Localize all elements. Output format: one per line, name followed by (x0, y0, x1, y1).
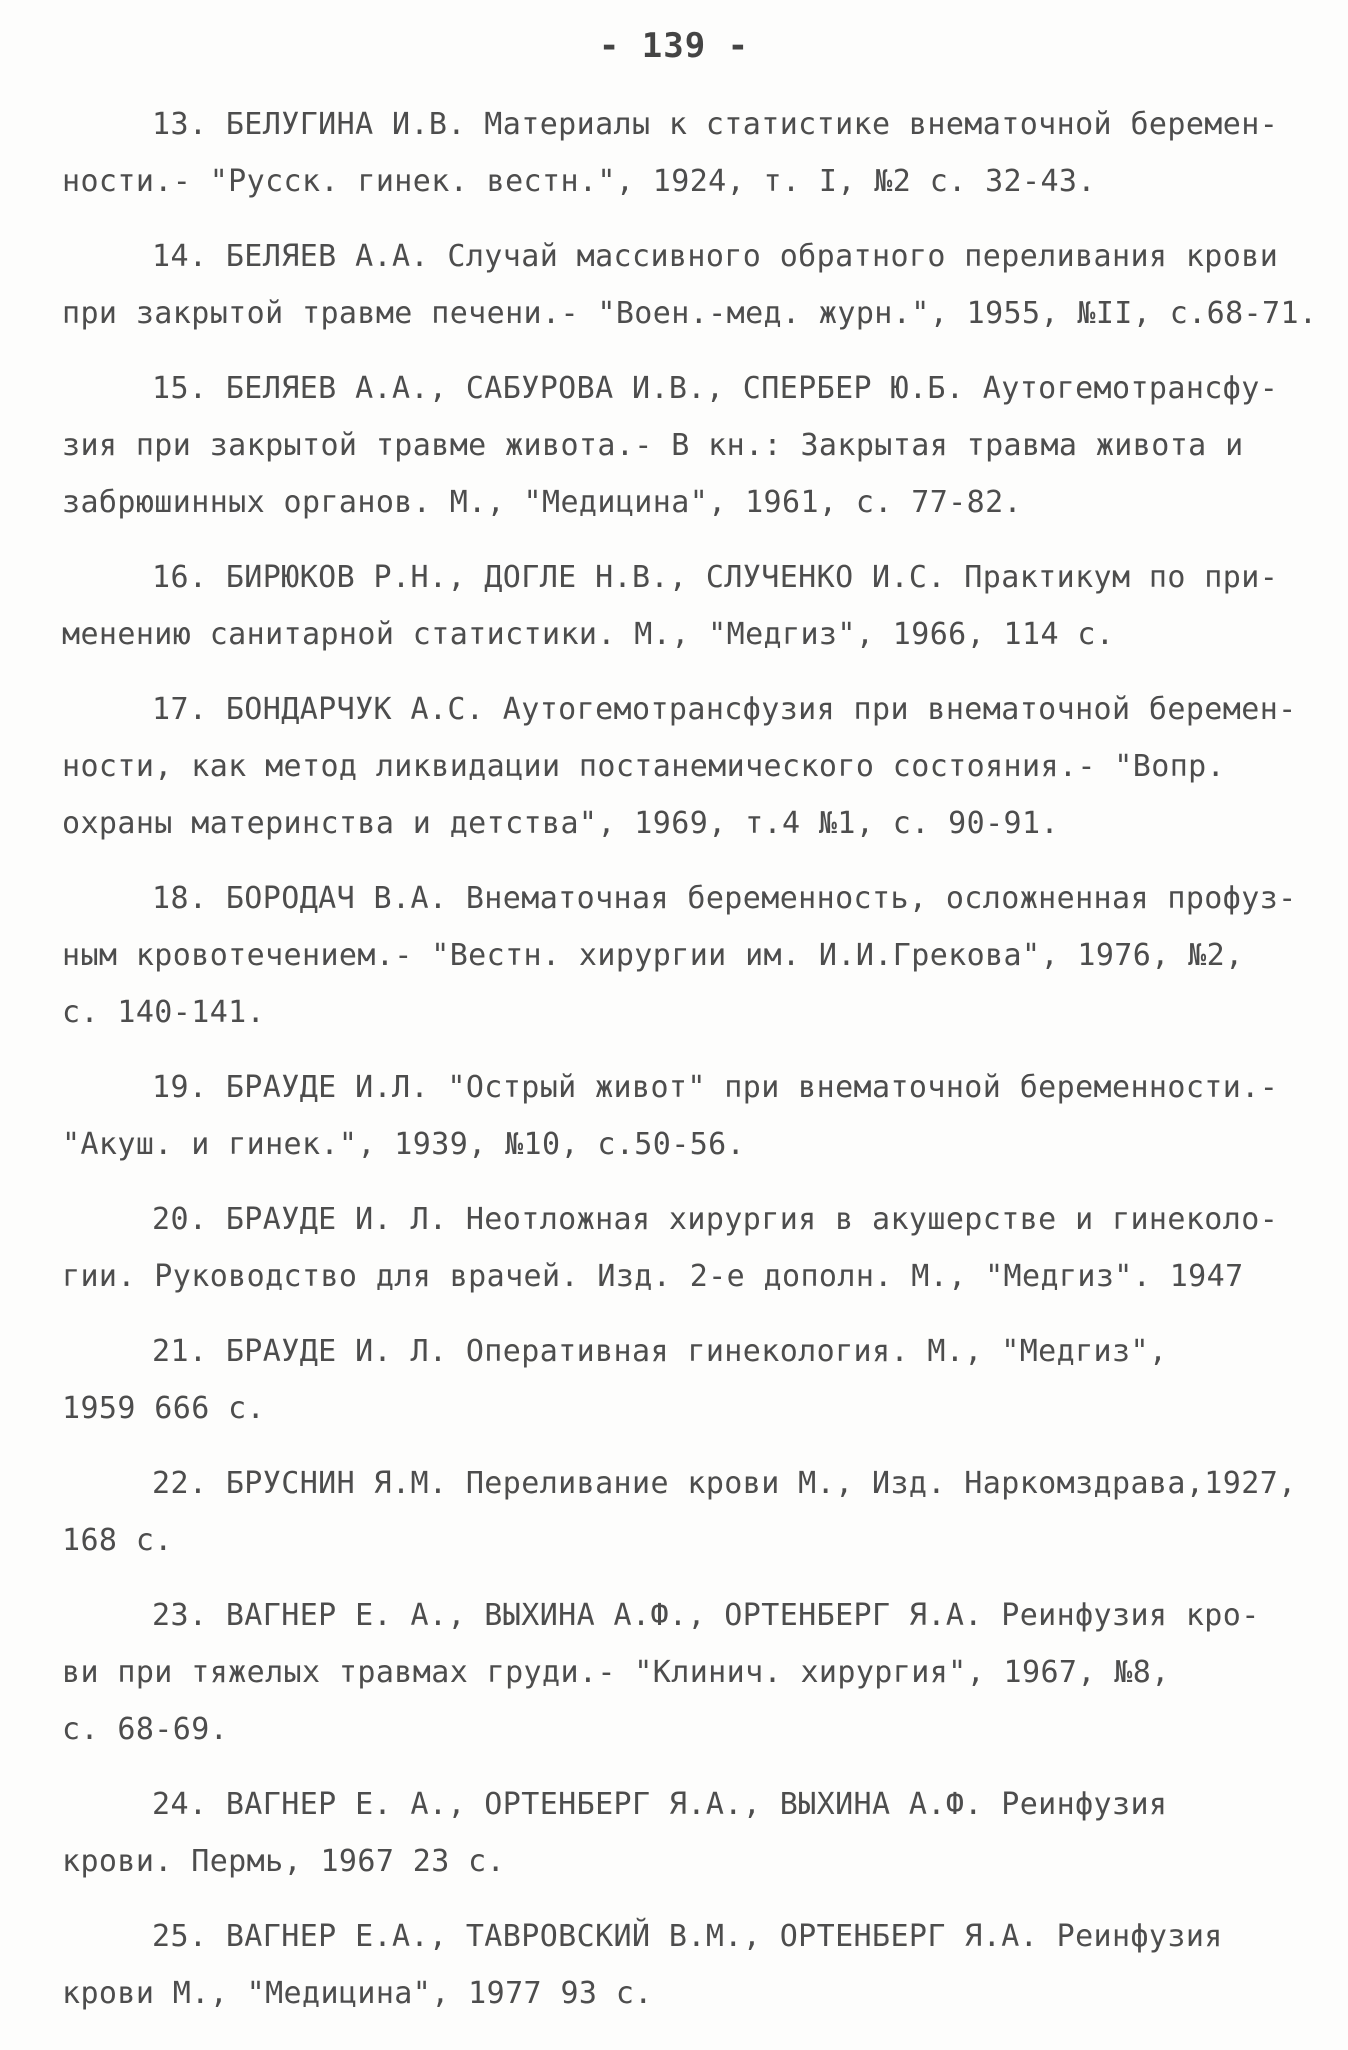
bibliography-entry (62, 96, 1302, 210)
entry-first-line: 19. БРАУДЕ И.Л. "Острый живот" при внематочной беременности.- (152, 1070, 1279, 1105)
bibliography-entry (62, 1455, 1302, 1569)
entry-continuation-line: зия при закрытой травме живота.- В кн.: Закрытая травма живота и (62, 428, 1244, 463)
entry-continuation-line: с. 140-141. (62, 995, 266, 1030)
entry-continuation-line: с. 68-69. (62, 1712, 229, 1747)
entry-first-line: 18. БОРОДАЧ В.А. Внематочная беременность, осложненная профуз- (152, 881, 1297, 916)
entry-first-line: 22. БРУСНИН Я.М. Переливание крови М., Изд. Наркомздрава,1927, (152, 1466, 1297, 1501)
bibliography-entry (62, 228, 1318, 342)
entry-continuation-line: забрюшинных органов. М., "Медицина", 1961, с. 77-82. (62, 485, 1022, 520)
bibliography-entry (62, 1191, 1302, 1305)
entry-first-line: 17. БОНДАРЧУК А.С. Аутогемотрансфузия при внематочной беремен- (152, 692, 1297, 727)
entry-continuation-line: ности.- "Русск. гинек. вестн.", 1924, т. I, №2 с. 32-43. (62, 164, 1096, 199)
bibliography-entry (62, 681, 1302, 852)
bibliography-list (62, 96, 1318, 2040)
entry-continuation-line: 1959 666 с. (62, 1391, 266, 1426)
entry-first-line: 21. БРАУДЕ И. Л. Оперативная гинекология. М., "Медгиз", (152, 1334, 1168, 1369)
entry-first-line: 25. ВАГНЕР Е.А., ТАВРОВСКИЙ В.М., ОРТЕНБЕРГ Я.А. Реинфузия (152, 1919, 1223, 1954)
entry-continuation-line: ности, как метод ликвидации постанемического состояния.- "Вопр. (62, 749, 1226, 784)
entry-continuation-line: крови. Пермь, 1967 23 с. (62, 1844, 506, 1879)
bibliography-entry (62, 549, 1302, 663)
entry-first-line: 23. ВАГНЕР Е. А., ВЫХИНА А.Ф., ОРТЕНБЕРГ Я.А. Реинфузия кро- (152, 1598, 1260, 1633)
entry-first-line: 13. БЕЛУГИНА И.В. Материалы к статистике внематочной беремен- (152, 107, 1279, 142)
entry-continuation-line: охраны материнства и детства", 1969, т.4 №1, с. 90-91. (62, 806, 1059, 841)
entry-continuation-line: менению санитарной статистики. М., "Медгиз", 1966, 114 с. (62, 617, 1115, 652)
bibliography-entry (62, 1908, 1302, 2022)
entry-first-line: 14. БЕЛЯЕВ А.А. Случай массивного обратного переливания крови (152, 239, 1279, 274)
entry-first-line: 20. БРАУДЕ И. Л. Неотложная хирургия в акушерстве и гинеколо- (152, 1202, 1279, 1237)
entry-continuation-line: крови М., "Медицина", 1977 93 с. (62, 1976, 653, 2011)
bibliography-entry (62, 870, 1302, 1041)
entry-first-line: 24. ВАГНЕР Е. А., ОРТЕНБЕРГ Я.А., ВЫХИНА А.Ф. Реинфузия (152, 1787, 1168, 1822)
entry-continuation-line: ным кровотечением.- "Вестн. хирургии им. И.И.Грекова", 1976, №2, (62, 938, 1244, 973)
page-number: - 139 - (598, 26, 750, 66)
entry-continuation-line: ви при тяжелых травмах груди.- "Клинич. хирургия", 1967, №8, (62, 1655, 1170, 1690)
entry-continuation-line: гии. Руководство для врачей. Изд. 2-е дополн. М., "Медгиз". 1947 (62, 1259, 1244, 1294)
entry-continuation-line: 168 с. (62, 1523, 173, 1558)
bibliography-entry (62, 1776, 1302, 1890)
entry-first-line: 15. БЕЛЯЕВ А.А., САБУРОВА И.В., СПЕРБЕР Ю.Б. Аутогемотрансфу- (152, 371, 1279, 406)
entry-continuation-line: при закрытой травме печени.- "Воен.-мед. журн.", 1955, №II, с.68-71. (62, 296, 1318, 331)
bibliography-entry (62, 1587, 1302, 1758)
entry-continuation-line: "Акуш. и гинек.", 1939, №10, с.50-56. (62, 1127, 746, 1162)
bibliography-entry (62, 360, 1302, 531)
bibliography-entry (62, 1323, 1302, 1437)
bibliography-entry (62, 1059, 1302, 1173)
entry-first-line: 16. БИРЮКОВ Р.Н., ДОГЛЕ Н.В., СЛУЧЕНКО И.С. Практикум по при- (152, 560, 1279, 595)
